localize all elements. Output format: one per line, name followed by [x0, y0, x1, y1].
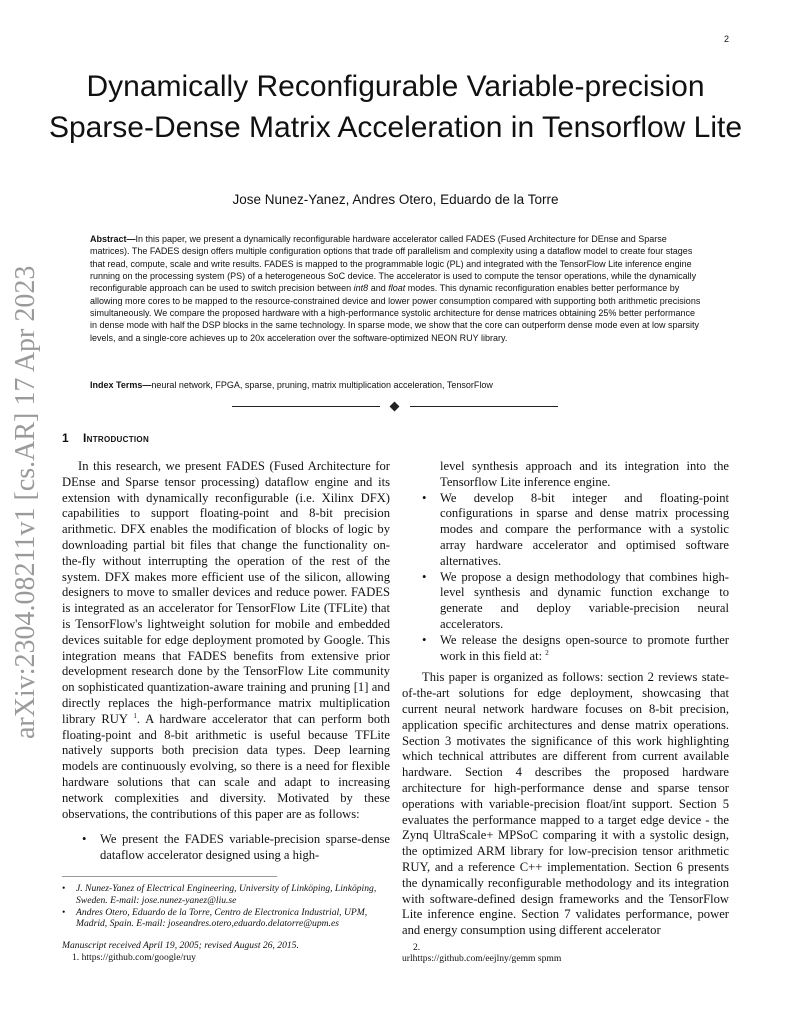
footnote-ref-2: 2: [545, 648, 549, 657]
abstract-dash: —: [126, 234, 136, 244]
contribution-4: We release the designs open-source to promote further work in this field at:: [440, 632, 729, 663]
bullet-icon: •: [82, 832, 87, 847]
intro-paragraph: [62, 459, 390, 822]
affiliation-2: Andres Otero, Eduardo de la Torre, Centro de Electronica Industrial, UPM, Madrid, Spain. E-mail: joseandres.otero,eduardo.delatorre@upm.es: [76, 906, 368, 930]
index-terms-text: neural network, FPGA, sparse, pruning, matrix multiplication acceleration, TensorFlow: [151, 380, 493, 390]
abstract-float: float: [388, 283, 406, 294]
abstract-int8: int8: [353, 283, 369, 294]
intro-text-part1: In this research, we present FADES (Fused Architecture for DEnse and Sparse tensor processing) dataflow engine and its extension with dynamically reconfigurable (i.e. Xilinx DFX) capabilities to support floating-point and 8-bit precision arithmetic. DFX enables the modification of blocks of logic by downloading partial bit files that change the functionality on-the-fly without interrupting the operation of the rest of the system. DFX makes more efficient use of the silicon, allowing designers to move to smaller devices and reduce power. FADES is integrated as an accelerator for TensorFlow Lite (TFLite) that is TensorFlow's lightweight solution for mobile and embedded devices suitable for edge deployment promoted by Google. This integration means that FADES benefits from extensive prior development research done by the TensorFlow Lite community on sophisticated quantization-aware training and pruning [1] and directly replaces the high-performance matrix multiplication library RUY: [62, 459, 390, 726]
affiliation-1: J. Nunez-Yanez of Electrical Engineering, University of Linköping, Linköping, Sweden. E-mail: jose.nunez-yanez@liu.se: [76, 883, 377, 906]
index-terms-label: Index Terms: [90, 380, 143, 390]
paper-title: Dynamically Reconfigurable Variable-precision Sparse-Dense Matrix Acceleration in Tensorflow Lite: [48, 70, 743, 144]
footnote-2-url: urlhttps://github.com/eejlny/gemm spmm: [402, 953, 562, 964]
index-terms-dash: —: [142, 380, 152, 390]
intro-text-part2: . A hardware accelerator that can perform both floating-point and 8-bit arithmetic is useful because TFLite natively supports both precision data types. Deep learning models are continuously evolving, so there is a need for flexible hardware solutions that can scale and adapt to increasing network complexities and diversity. Motivated by these observations, the contributions of this paper are as follows:: [62, 711, 390, 821]
contributions-list-continued: [402, 491, 729, 665]
list-item: [402, 633, 729, 665]
footnote-ref-1: 1: [133, 711, 137, 720]
manuscript-note: Manuscript received April 19, 2005; revised August 26, 2015.: [62, 940, 299, 951]
section-number: 1: [62, 431, 69, 445]
contribution-2: We develop 8-bit integer and floating-point configurations in sparse and dense matrix processing modes and compare the performance with a systolic array hardware accelerator and optimised software alternatives.: [440, 490, 729, 568]
section-title: Introduction: [82, 431, 150, 445]
section-heading: [62, 431, 149, 445]
left-column: [62, 459, 390, 864]
list-item: [62, 832, 390, 864]
contributions-list: [62, 832, 390, 864]
page-number: 2: [723, 34, 729, 44]
index-terms: [90, 380, 704, 390]
list-item: [402, 491, 729, 570]
bullet-icon: •: [62, 883, 66, 894]
organization-paragraph: This paper is organized as follows: section 2 reviews state-of-the-art solutions for edge deployment, showcasing that current neural network hardware focuses on 8-bit precision, application specific architectures and dense matrix operations. Section 3 motivates the significance of this work highlighting which technical attributes are different from current available hardware. Section 4 describes the proposed hardware architecture for high-performance dense and sparse tensor operations with variable-precision float/int support. Section 5 evaluates the performance mapped to a target edge device - the Zynq UltraScale+ MPSoC comparing it with a systolic design, the optimized ARM library for low-precision tensor arithmetic RUY, and a reference C++ implementation. Section 6 presents the dynamically reconfigurable methodology and its integration with software-defined design frameworks and the TensorFlow Lite inference engine. Section 7 validates performance, power and energy consumption using different accelerator: [402, 670, 729, 938]
author-list: Jose Nunez-Yanez, Andres Otero, Eduardo de la Torre: [232, 192, 559, 207]
contribution-1-continued: level synthesis approach and its integration into the Tensorflow Lite inference engine.: [440, 459, 729, 489]
contribution-3: We propose a design methodology that combines high-level synthesis and dynamic function exchange to generate and deploy variable-precision neural accelerators.: [440, 569, 729, 631]
author-affiliations: [62, 883, 392, 930]
list-item: [402, 570, 729, 633]
bullet-icon: •: [422, 490, 427, 505]
abstract-label: Abstract: [90, 234, 127, 244]
divider-line-right: [410, 406, 558, 407]
abstract: [90, 233, 704, 344]
abstract-and: and: [368, 283, 389, 294]
section-divider: [232, 400, 558, 414]
abstract-text-part1: In this paper, we present a dynamically reconfigurable hardware accelerator called FADES (Fused Architecture for DEnse and Sparse matrices). The FADES design offers multiple configuration options that trade off parallelism and complexity using a dataflow model to create four stages that read, compute, scale and write results. FADES is mapped to the programmable logic (PL) and integrated with the TensorFlow Lite inference engine running on the processing system (PS) of a heterogeneous SoC device. The accelerator is used to compute the tensor operations, while the dynamically reconfigurable approach can be used to switch precision between: [90, 234, 697, 294]
divider-line-left: [232, 406, 380, 407]
affiliation-item: [62, 907, 392, 931]
affiliation-item: [62, 883, 392, 907]
bullet-icon: •: [62, 906, 66, 918]
arxiv-stamp-text: arXiv:2304.08211v1 [cs.AR] 17 Apr 2023: [10, 265, 41, 739]
footnote-rule: [62, 876, 277, 877]
bullet-icon: •: [422, 569, 427, 584]
diamond-icon: [390, 402, 400, 412]
footnote-2-number: 2.: [413, 942, 421, 953]
footnote-1: 1. https://github.com/google/ruy: [72, 952, 196, 963]
abstract-text-part2: modes. This dynamic reconfiguration enables better performance by allowing more cores to be mapped to the resource-constrained device and lower power consumption compared with supporting both arithmetic precisions simultaneously. We compare the proposed hardware with a high-performance systolic architecture for dense matrices obtaining 25% better performance in dense mode with half the DSP blocks in the same technology. In sparse mode, we show that the core can outperform dense mode even at low sparsity levels, and a single-core achieves up to 20x acceleration over the software-optimized NEON RUY library.: [90, 283, 701, 343]
right-column: [402, 459, 729, 939]
contribution-1-start: We present the FADES variable-precision sparse-dense dataflow accelerator designed using a high-: [100, 832, 390, 863]
bullet-icon: •: [422, 632, 427, 647]
